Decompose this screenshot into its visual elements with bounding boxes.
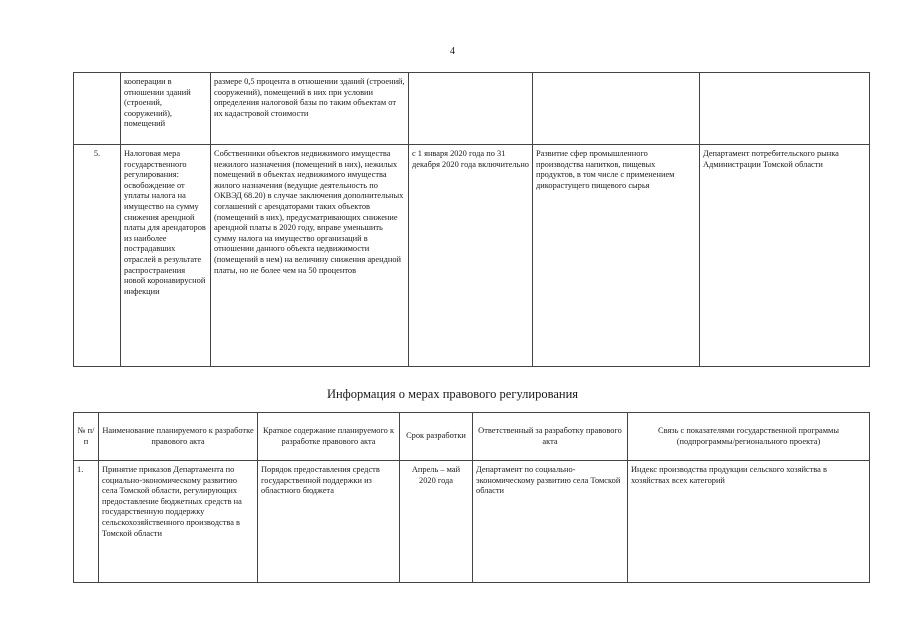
measure-content-cell: размере 0,5 процента в отношении зданий (строений, сооружений), помещений в них при условии определения налоговой базы по таким объектам от их кадастровой стоимости <box>211 73 409 145</box>
measure-goal-cell <box>533 73 700 145</box>
measure-content-cell: Собственники объектов недвижимого имущества нежилого назначения (помещений в них), нежилых помещений в объектах недвижимого имущества жилого назначения (ведущие деятельность по ОКВЭД 68.20) в случае заключения дополнительных соглашений с арендаторами таких объектов (помещений в них), предусматривающих снижение арендной платы в 2020 году, вправе уменьшить сумму налога на имущество организаций в отношении данного объекта недвижимости (помещений в нем) на величину снижения арендной платы, но не более чем на 50 процентов <box>211 145 409 367</box>
table-row <box>74 461 870 583</box>
act-responsible-cell: Департамент по социально-экономическому развитию села Томской области <box>473 461 628 583</box>
header-num: № п/п <box>74 413 99 461</box>
act-name-cell: Принятие приказов Департамента по социально-экономическому развитию села Томской области, регулирующих предоставление бюджетных средств на государственную поддержку сельскохозяйственного производства в Томской области <box>99 461 258 583</box>
row-number-cell: 5. <box>74 145 121 367</box>
header-link: Связь с показателями государственной программы (подпрограммы/регионального проекта) <box>628 413 870 461</box>
legal-acts-table <box>73 412 870 583</box>
header-summary: Краткое содержание планируемого к разработке правового акта <box>258 413 400 461</box>
measure-goal-cell: Развитие сфер промышленного производства напитков, пищевых продуктов, в том числе с применением дикорастущего пищевого сырья <box>533 145 700 367</box>
measure-responsible-cell <box>700 73 870 145</box>
header-name: Наименование планируемого к разработке правового акта <box>99 413 258 461</box>
measure-period-cell: с 1 января 2020 года по 31 декабря 2020 года включительно <box>409 145 533 367</box>
header-responsible: Ответственный за разработку правового акта <box>473 413 628 461</box>
measure-responsible-cell: Департамент потребительского рынка Администрации Томской области <box>700 145 870 367</box>
measure-period-cell <box>409 73 533 145</box>
table-header-row <box>74 413 870 461</box>
measures-table <box>73 72 870 367</box>
table-row <box>74 73 870 145</box>
act-deadline-cell: Апрель – май 2020 года <box>400 461 473 583</box>
header-deadline: Срок разработки <box>400 413 473 461</box>
section-title: Информация о мерах правового регулирования <box>326 387 579 401</box>
measure-name-cell: Налоговая мера государственного регулирования: освобождение от уплаты налога на имущество на сумму снижения арендной платы для арендаторов из наиболее пострадавших отраслей в результате распространения новой коронавирусной инфекции <box>121 145 211 367</box>
table-row <box>74 145 870 367</box>
act-link-cell: Индекс производства продукции сельского хозяйства в хозяйствах всех категорий <box>628 461 870 583</box>
row-number-cell: 1. <box>74 461 99 583</box>
act-summary-cell: Порядок предоставления средств государственной поддержки из областного бюджета <box>258 461 400 583</box>
row-number-cell <box>74 73 121 145</box>
page-number: 4 <box>450 46 455 57</box>
measure-name-cell: кооперации в отношении зданий (строений, сооружений), помещений <box>121 73 211 145</box>
